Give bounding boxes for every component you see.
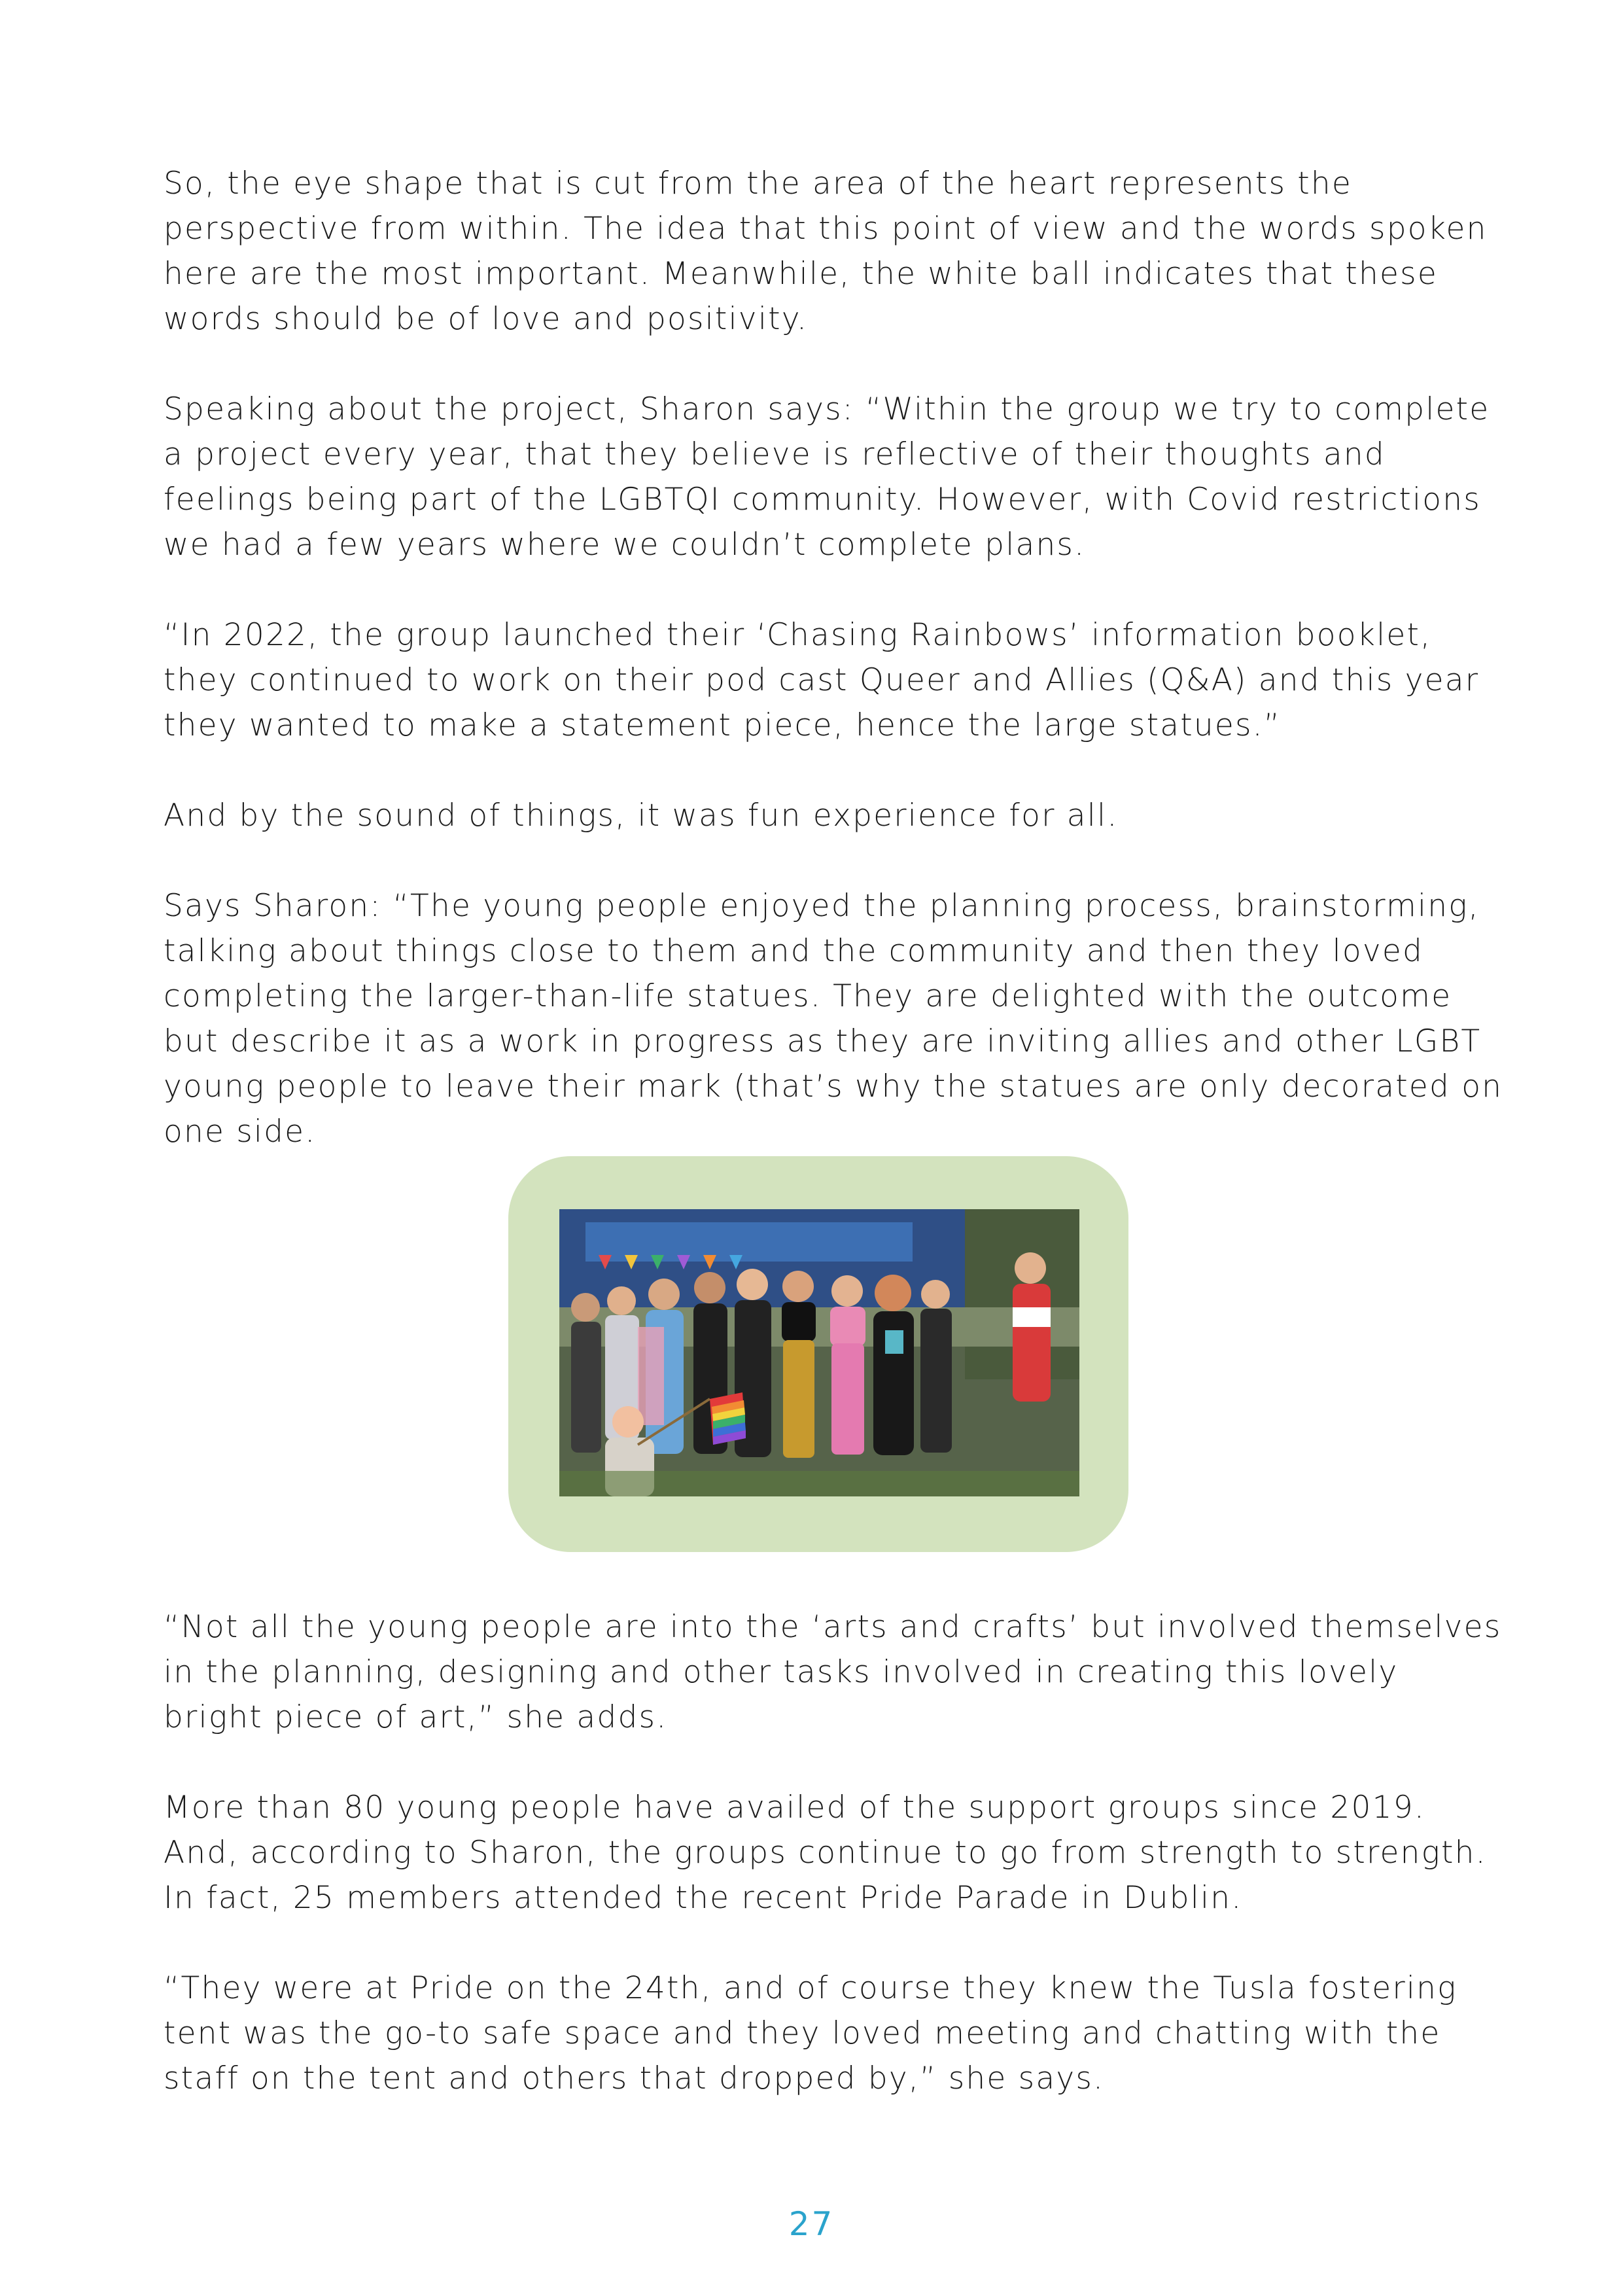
text-line: In fact, 25 members attended the recent Pride Parade in Dublin.: [164, 1880, 1243, 1916]
paragraph-pride-parade: [164, 1966, 1478, 2101]
text-line: a project every year, that they believe is reflective of their thoughts and: [164, 436, 1386, 472]
paragraph-eye-shape: [164, 161, 1488, 342]
text-line: More than 80 young people have availed of the support groups since 2019.: [164, 1790, 1425, 1826]
paragraph-support-groups: [164, 1785, 1487, 1920]
text-line: staff on the tent and others that dropped by,” she says.: [164, 2060, 1105, 2096]
text-line: talking about things close to them and the community and then they loved: [164, 933, 1424, 969]
group-photo-illustration: [559, 1209, 1079, 1496]
text-line: they wanted to make a statement piece, hence the large statues.”: [164, 707, 1282, 743]
text-line: young people to leave their mark (that’s why the statues are only decorated on: [164, 1069, 1503, 1104]
paragraph-arts-and-crafts: [164, 1604, 1502, 1740]
text-line: one side.: [164, 1114, 317, 1150]
text-line: And by the sound of things, it was fun experience for all.: [164, 798, 1119, 834]
text-line: “In 2022, the group launched their ‘Chasing Rainbows’ information booklet,: [164, 617, 1432, 653]
text-line: but describe it as a work in progress as they are inviting allies and other LGBT: [164, 1023, 1482, 1059]
paragraph-fun-experience: [164, 793, 1478, 838]
text-line: in the planning, designing and other tasks involved in creating this lovely: [164, 1654, 1399, 1690]
text-line: we had a few years where we couldn’t complete plans.: [164, 527, 1086, 563]
text-line: “They were at Pride on the 24th, and of course they knew the Tusla fostering: [164, 1970, 1457, 2006]
text-line: So, the eye shape that is cut from the area of the heart represents the: [164, 166, 1353, 202]
text-line: words should be of love and positivity.: [164, 301, 809, 337]
text-line: Speaking about the project, Sharon says: “Within the group we try to complete: [164, 391, 1490, 427]
page-number: 27: [788, 2205, 835, 2243]
text-line: “Not all the young people are into the ‘arts and crafts’ but involved themselves: [164, 1609, 1502, 1645]
text-line: bright piece of art,” she adds.: [164, 1699, 668, 1735]
paragraph-sharon-project: [164, 387, 1490, 567]
text-line: they continued to work on their pod cast Queer and Allies (Q&A) and this year: [164, 662, 1480, 698]
text-line: perspective from within. The idea that this point of view and the words spoken: [164, 211, 1488, 247]
paragraph-chasing-rainbows: [164, 612, 1478, 748]
paragraph-planning-process: [164, 883, 1503, 1154]
text-line: And, according to Sharon, the groups continue to go from strength to strength.: [164, 1835, 1487, 1871]
text-line: completing the larger-than-life statues. They are delighted with the outcome: [164, 978, 1452, 1014]
text-line: here are the most important. Meanwhile, the white ball indicates that these: [164, 256, 1438, 292]
photo-frame: [508, 1156, 1128, 1552]
text-line: tent was the go-to safe space and they loved meeting and chatting with the: [164, 2015, 1441, 2051]
text-line: feelings being part of the LGBTQI community. However, with Covid restrictions: [164, 482, 1481, 518]
text-line: Says Sharon: “The young people enjoyed the planning process, brainstorming,: [164, 888, 1480, 924]
group-photo: [559, 1209, 1079, 1496]
